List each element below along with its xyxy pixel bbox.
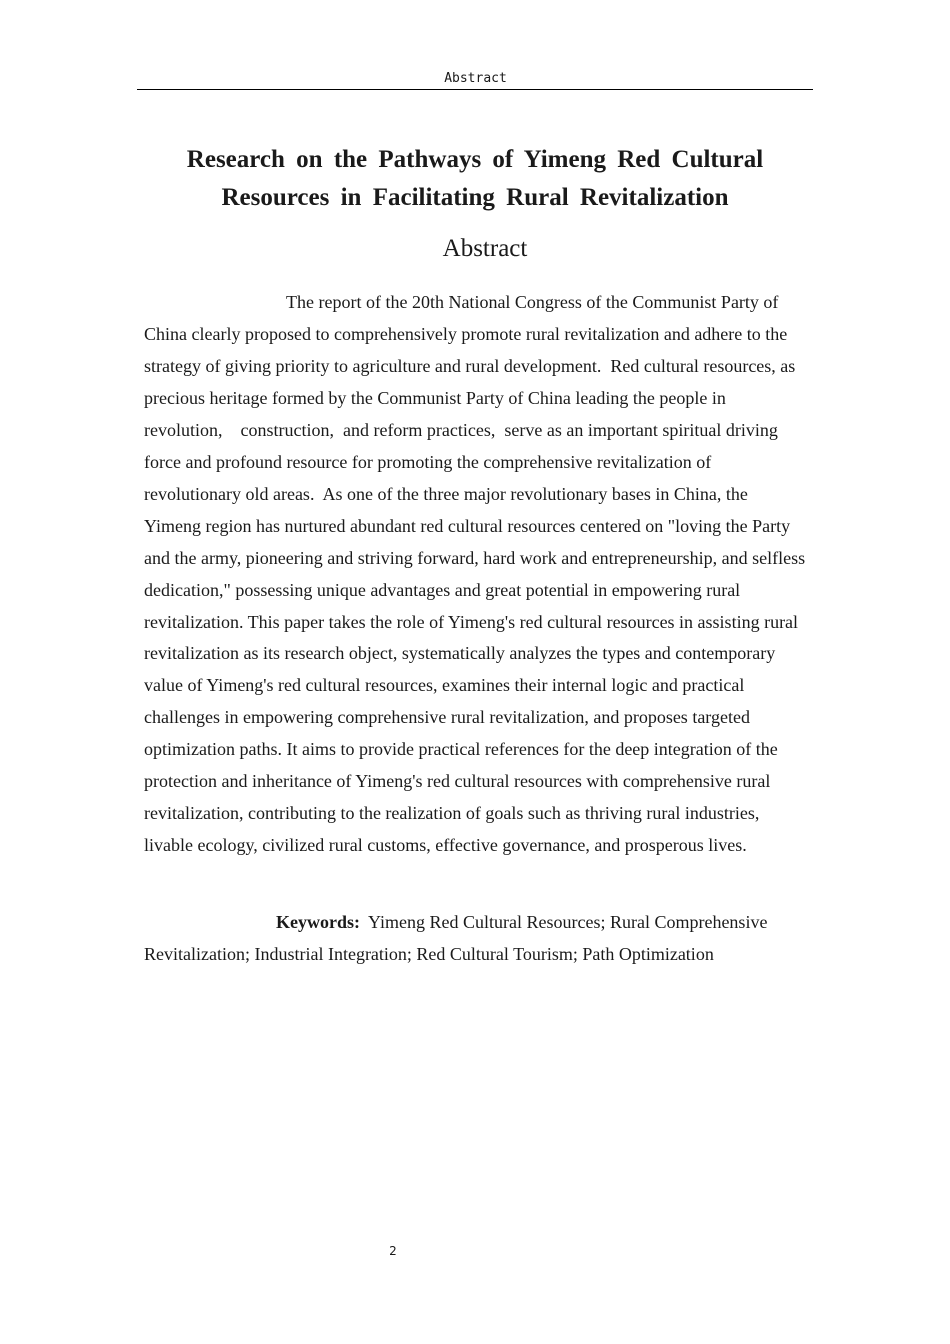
abstract-body: The report of the 20th National Congress of the Communist Party of China clearly proposed to comprehensively promote rural revitalization and adhere to the strategy of giving priority to agriculture and rural development. Red cultural resources, as precious heritage formed by the Communist Party of China leading the people in revolution, construction, and reform practices, serve as an important spiritual driving force and profound resource for promoting the comprehensive revitalization of revolutionary old areas. As one of the three major revolutionary bases in China, the Yimeng region has nurtured abundant red cultural resources centered on "loving the Party and the army, pioneering and striving forward, hard work and entrepreneurship, and selfless dedication," possessing unique advantages and great potential in empowering rural revitalization. This paper takes the role of Yimeng's red cultural resources in assisting rural revitalization as its research object, systematically analyzes the types and contemporary value of Yimeng's red cultural resources, examines their internal logic and practical challenges in empowering comprehensive rural revitalization, and proposes targeted optimization paths. It aims to provide practical references for the deep integration of the protection and inheritance of Yimeng's red cultural resources with comprehensive rural revitalization, contributing to the realization of goals such as thriving rural industries, livable ecology, civilized rural customs, effective governance, and prosperous lives. — [144, 292, 810, 856]
paper-title: Research on the Pathways of Yimeng Red Cultural Resources in Facilitating Rural Revitalization — [186, 146, 764, 211]
keywords-label: Keywords: — [276, 912, 360, 932]
header-rule — [137, 89, 813, 90]
abstract-heading: Abstract — [442, 235, 528, 262]
running-header: Abstract — [444, 71, 507, 86]
keywords-text: Yimeng Red Cultural Resources; Rural Comprehensive Revitalization; Industrial Integration; Red Cultural Tourism; Path Optimization — [144, 912, 768, 964]
page-number: 2 — [389, 1244, 397, 1258]
keywords-paragraph — [144, 906, 808, 970]
